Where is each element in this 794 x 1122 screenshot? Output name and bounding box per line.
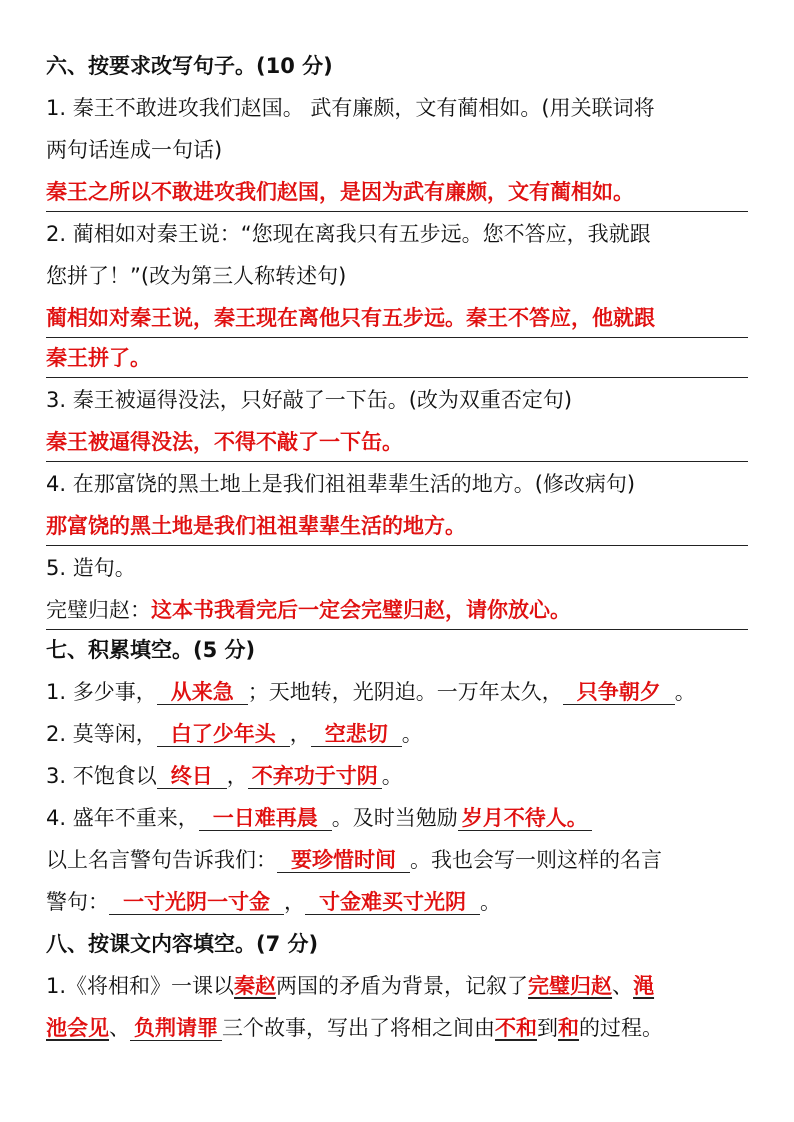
q3-text: 3. 秦王被逼得没法，只好敲了一下缶。(改为双重否定句) xyxy=(46,388,573,412)
s7-l3-blank-2: 不弃功于寸阴 xyxy=(248,764,382,789)
s8-text-6: 到 xyxy=(537,1016,558,1040)
q5-label: 完璧归赵： xyxy=(46,598,151,622)
q2-answer-line2: 秦王拼了。 xyxy=(46,338,748,378)
s8-blank-5: 不和 xyxy=(495,1016,537,1040)
s7-l6-blank-2: 寸金难买寸光阴 xyxy=(305,890,480,915)
section-8-title: 八、按课文内容填空。(7 分) xyxy=(46,932,319,956)
s7-line-6 xyxy=(46,882,748,922)
s8-blank-3-part2: 池会见 xyxy=(46,1016,109,1040)
s7-l1-text-3: 。 xyxy=(674,680,696,704)
s8-line-2 xyxy=(46,1008,748,1048)
q1-text-line1: 1. 秦王不敢进攻我们赵国。 武有廉颇，文有蔺相如。(用关联词将 xyxy=(46,96,655,120)
s7-l4-text-2: 。及时当勉励 xyxy=(331,806,458,830)
s8-blank-3-part1: 渑 xyxy=(633,974,655,998)
s7-l2-text-1: 2. 莫等闲， xyxy=(46,722,157,746)
s8-text-2: 两国的矛盾为背景，记叙了 xyxy=(276,974,529,998)
q4-text: 4. 在那富饶的黑土地上是我们祖祖辈辈生活的地方。(修改病句) xyxy=(46,472,636,496)
s8-text-5: 三个故事，写出了将相之间由 xyxy=(222,1016,495,1040)
s7-l6-blank-1: 一寸光阴一寸金 xyxy=(109,890,284,915)
q5-answer: 这本书我看完后一定会完璧归赵，请你放心。 xyxy=(151,598,571,622)
s7-l2-blank-2: 空悲切 xyxy=(311,722,402,747)
s7-l6-text-1: 警句： xyxy=(46,890,109,914)
s7-l2-blank-1: 白了少年头 xyxy=(157,722,290,747)
q2-answer-line1: 蔺相如对秦王说，秦王现在离他只有五步远。秦王不答应，他就跟 xyxy=(46,298,748,338)
s8-text-1: 1.《将相和》一课以 xyxy=(46,974,235,998)
s7-l4-blank-2: 岁月不待人。 xyxy=(458,806,592,831)
q2-text-line2: 您拼了！”(改为第三人称转述句) xyxy=(46,264,347,288)
s7-l6-text-2: ， xyxy=(284,890,305,914)
section-7-title: 七、积累填空。(5 分) xyxy=(46,638,256,662)
s7-line-4 xyxy=(46,798,748,838)
s8-blank-2: 完璧归赵 xyxy=(528,974,613,998)
s7-l3-text-1: 3. 不饱食以 xyxy=(46,764,157,788)
s7-l3-text-2: ， xyxy=(226,764,248,788)
s7-l2-text-2: ， xyxy=(289,722,311,746)
q5-text: 5. 造句。 xyxy=(46,556,136,580)
s7-l5-text-2: 。我也会写一则这样的名言 xyxy=(410,848,662,872)
s7-l5-text-1: 以上名言警句告诉我们： xyxy=(46,848,277,872)
q3-answer: 秦王被逼得没法，不得不敲了一下缶。 xyxy=(46,422,748,462)
s8-text-4: 、 xyxy=(109,1016,130,1040)
s7-l1-text-1: 1. 多少事， xyxy=(46,680,157,704)
s7-line-5 xyxy=(46,840,748,880)
s7-l3-text-3: 。 xyxy=(381,764,403,788)
s7-l4-blank-1: 一日难再晨 xyxy=(199,806,332,831)
s7-l1-text-2: ；天地转，光阴迫。一万年太久， xyxy=(247,680,563,704)
s7-l4-text-1: 4. 盛年不重来， xyxy=(46,806,199,830)
s8-blank-1: 秦赵 xyxy=(234,974,277,998)
q4-answer: 那富饶的黑土地是我们祖祖辈辈生活的地方。 xyxy=(46,506,748,546)
s8-text-7: 的过程。 xyxy=(579,1016,663,1040)
s8-blank-4: 负荆请罪 xyxy=(130,1016,222,1041)
s7-l3-blank-1: 终日 xyxy=(157,764,227,789)
s7-l2-text-3: 。 xyxy=(401,722,423,746)
s7-line-3 xyxy=(46,756,748,796)
s8-blank-6: 和 xyxy=(558,1016,579,1040)
q5-answer-row xyxy=(46,590,748,630)
s8-line-1 xyxy=(46,966,748,1006)
q1-text-line2: 两句话连成一句话) xyxy=(46,138,223,162)
s7-l1-blank-1: 从来急 xyxy=(157,680,248,705)
q2-text-line1: 2. 蔺相如对秦王说：“您现在离我只有五步远。您不答应，我就跟 xyxy=(46,222,651,246)
s7-l6-text-3: 。 xyxy=(480,890,501,914)
s7-line-1 xyxy=(46,672,748,712)
s8-text-3: 、 xyxy=(612,974,634,998)
s7-line-2 xyxy=(46,714,748,754)
s7-l5-blank-1: 要珍惜时间 xyxy=(277,848,410,873)
s7-l1-blank-2: 只争朝夕 xyxy=(563,680,675,705)
q1-answer: 秦王之所以不敢进攻我们赵国，是因为武有廉颇，文有蔺相如。 xyxy=(46,172,748,212)
section-6-title: 六、按要求改写句子。(10 分) xyxy=(46,54,333,78)
